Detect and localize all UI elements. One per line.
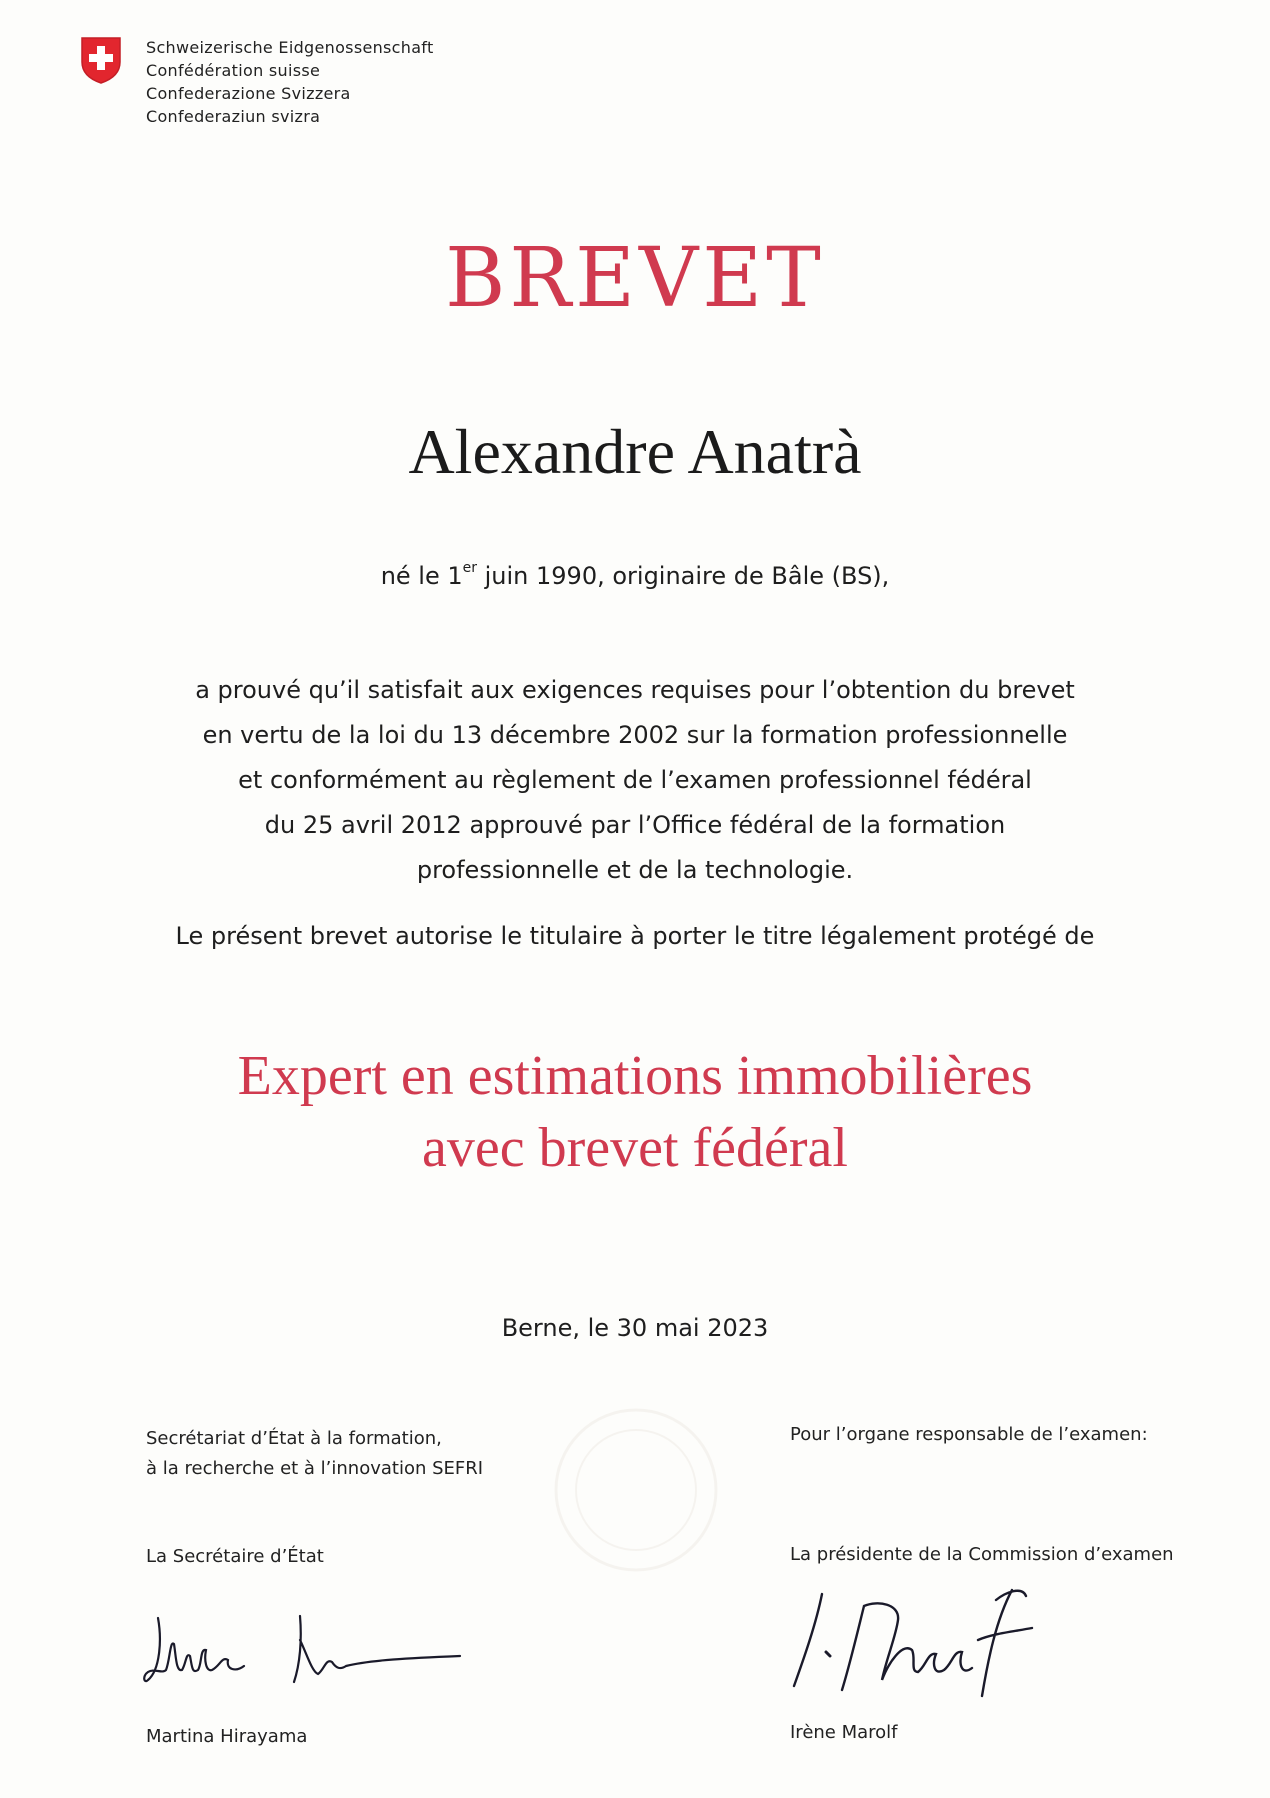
sefri-organization bbox=[146, 1424, 483, 1484]
body-line: professionnelle et de la technologie. bbox=[416, 856, 854, 884]
body-line: a prouvé qu’il satisfait aux exigences requises pour l’obtention du brevet bbox=[195, 676, 1075, 704]
birth-info bbox=[0, 562, 1270, 590]
protected-title bbox=[0, 1040, 1270, 1184]
sefri-line: à la recherche et à l’innovation SEFRI bbox=[146, 1458, 484, 1479]
birth-ordinal: er bbox=[462, 560, 477, 576]
swiss-cross-icon bbox=[80, 36, 122, 84]
body-line: du 25 avril 2012 approuvé par l’Office fédéral de la formation bbox=[264, 811, 1006, 839]
org-line-de: Schweizerische Eidgenossenschaft bbox=[146, 38, 434, 57]
authorization-statement: Le présent brevet autorise le titulaire à porter le titre légalement protégé de bbox=[175, 922, 1095, 950]
exam-body-label: Pour l’organe responsable de l’examen: bbox=[790, 1424, 1148, 1445]
seal-watermark bbox=[546, 1400, 726, 1584]
certificate-title: BREVET bbox=[445, 231, 825, 326]
left-signature-icon bbox=[140, 1600, 480, 1704]
org-line-it: Confederazione Svizzera bbox=[146, 84, 351, 103]
protected-title-line: Expert en estimations immobilières bbox=[237, 1045, 1033, 1107]
protected-title-line: avec brevet fédéral bbox=[422, 1117, 848, 1179]
org-line-fr: Confédération suisse bbox=[146, 61, 321, 80]
holder-name: Alexandre Anatrà bbox=[408, 416, 862, 487]
body-line: en vertu de la loi du 13 décembre 2002 sur la formation professionnelle bbox=[202, 721, 1068, 749]
right-signer-role: La présidente de la Commission d’examen bbox=[790, 1544, 1174, 1565]
right-signature-icon bbox=[782, 1580, 1062, 1704]
birth-suffix: juin 1990, originaire de Bâle (BS), bbox=[477, 562, 890, 590]
birth-prefix: né le 1 bbox=[380, 562, 463, 590]
body-line: et conformément au règlement de l’examen professionnel fédéral bbox=[238, 766, 1032, 794]
left-signer-name: Martina Hirayama bbox=[146, 1726, 308, 1747]
place-date: Berne, le 30 mai 2023 bbox=[501, 1314, 769, 1342]
org-line-rm: Confederaziun svizra bbox=[146, 107, 321, 126]
left-signer-role: La Secrétaire d’État bbox=[146, 1546, 324, 1567]
federal-administration-name bbox=[146, 36, 434, 128]
sefri-line: Secrétariat d’État à la formation, bbox=[146, 1428, 442, 1449]
certificate-body bbox=[120, 668, 1150, 893]
right-signer-name: Irène Marolf bbox=[790, 1722, 898, 1743]
